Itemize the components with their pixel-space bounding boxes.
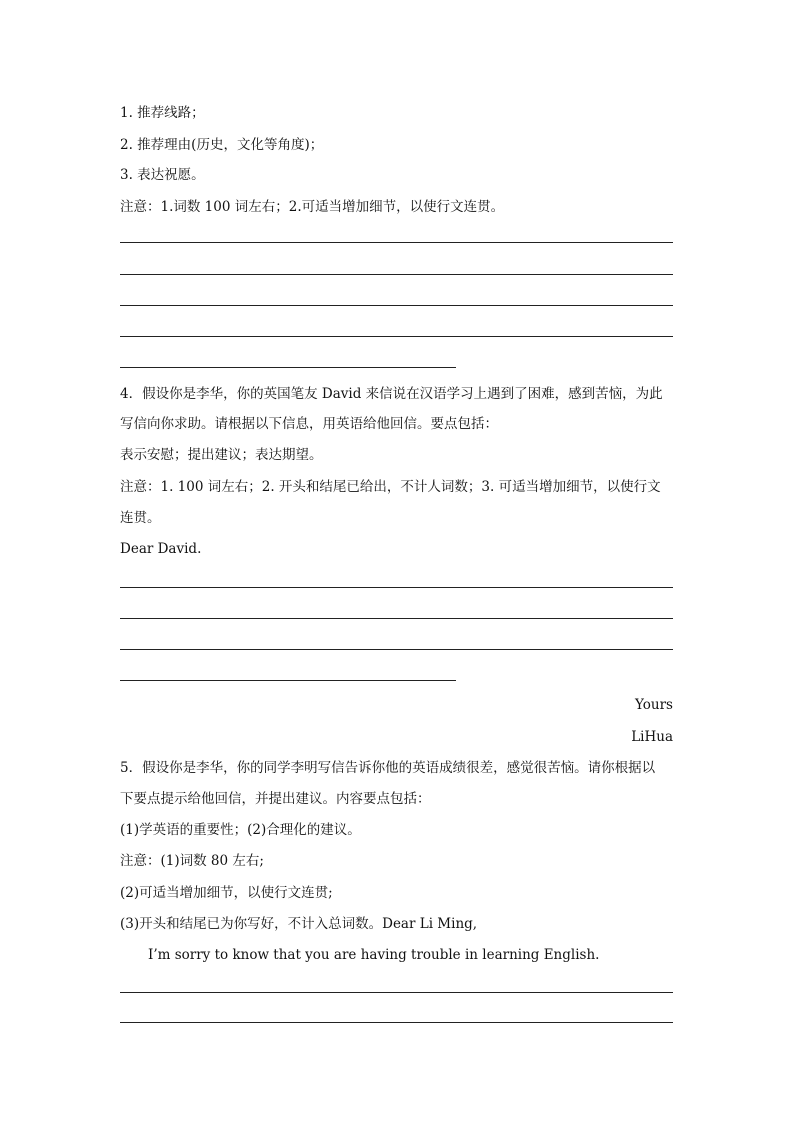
q5-answer-line-1[interactable] [120, 992, 673, 993]
q3-note: 注意：1.词数 100 词左右；2.可适当增加细节，以使行文连贯。 [120, 199, 505, 215]
q4-closing: Yours [635, 697, 673, 713]
q4-note-line-2: 连贯。 [120, 510, 161, 526]
q4-answer-line-1[interactable] [120, 587, 673, 588]
q3-answer-line-3[interactable] [120, 305, 673, 306]
q3-answer-line-5[interactable] [120, 367, 456, 368]
q5-answer-line-2[interactable] [120, 1022, 673, 1023]
q5-note-2: (2)可适当增加细节，以使行文连贯; [120, 885, 333, 901]
q4-answer-line-2[interactable] [120, 618, 673, 619]
q5-opening-sentence: I’m sorry to know that you are having trouble in learning English. [148, 947, 600, 963]
q5-prompt-line-1: 5．假设你是李华，你的同学李明写信告诉你他的英语成绩很差，感觉很苦恼。请你根据以 [120, 760, 656, 776]
q4-answer-line-4[interactable] [120, 680, 456, 681]
q3-item-1: 1. 推荐线路； [120, 105, 205, 121]
q3-item-3: 3. 表达祝愿。 [120, 167, 205, 183]
q5-note-3: (3)开头和结尾已为你写好，不计入总词数。Dear Li Ming, [120, 916, 478, 932]
q3-answer-line-1[interactable] [120, 242, 673, 243]
q5-note-1: 注意：(1)词数 80 左右; [120, 853, 264, 869]
q3-item-2: 2. 推荐理由(历史，文化等角度)； [120, 137, 324, 153]
q4-prompt-line-1: 4．假设你是李华，你的英国笔友 David 来信说在汉语学习上遇到了困难，感到苦恼，为此 [120, 386, 663, 402]
q5-prompt-line-2: 下要点提示给他回信，并提出建议。内容要点包括： [120, 791, 431, 807]
q5-points: (1)学英语的重要性；(2)合理化的建议。 [120, 822, 361, 838]
q3-answer-line-4[interactable] [120, 336, 673, 337]
q3-answer-line-2[interactable] [120, 274, 673, 275]
q4-signature: LiHua [631, 729, 673, 745]
q4-greeting: Dear David. [120, 541, 202, 557]
q4-answer-line-3[interactable] [120, 649, 673, 650]
q4-note-line-1: 注意：1. 100 词左右；2. 开头和结尾已给出，不计人词数；3. 可适当增加细节，以使行文 [120, 479, 661, 495]
q4-prompt-line-2: 写信向你求助。请根据以下信息，用英语给他回信。要点包括： [120, 416, 498, 432]
q4-points: 表示安慰；提出建议；表达期望。 [120, 447, 323, 463]
